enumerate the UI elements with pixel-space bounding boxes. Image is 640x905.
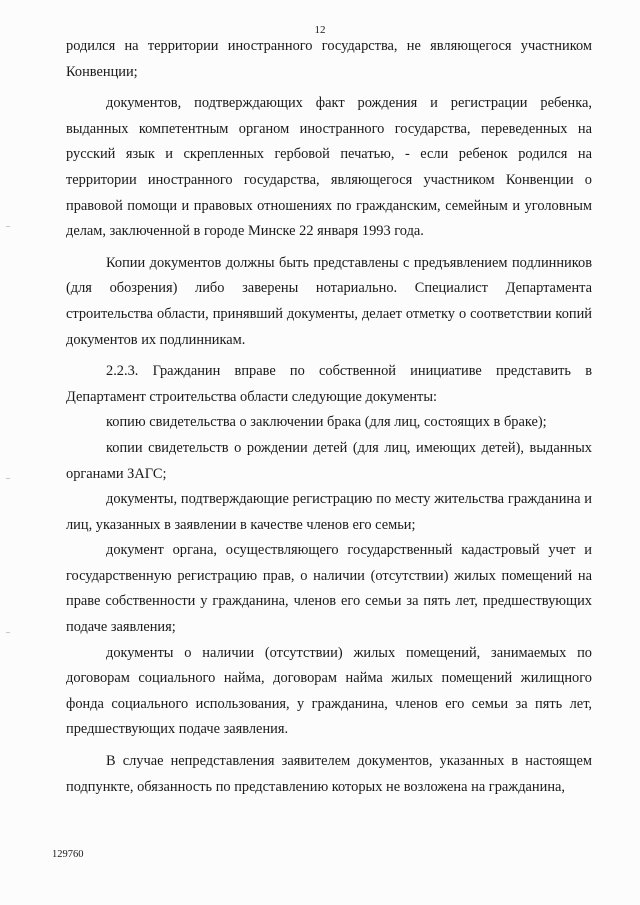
paragraph: документы, подтверждающие регистрацию по месту жительства гражданина и лиц, указанных в заявлении в качестве членов его семьи; (66, 491, 592, 533)
paragraph: документов, подтверждающих факт рождения и регистрации ребенка, выданных компетентным органом иностранного государства, переведенных на русский язык и скрепленных гербовой печатью, - если ребенок родился на территории иностранного государства, являющегося участником Конвенции о правовой помощи и правовых отношениях по гражданским, семейным и уголовным делам, заключенной в городе Минске 22 января 1993 года. (66, 95, 592, 240)
paragraph: копию свидетельства о заключении брака (для лиц, состоящих в браке); (106, 414, 547, 431)
scan-edge-mark (6, 226, 10, 227)
paragraph: Копии документов должны быть представлены с предъявлением подлинников (для обозрения) либо заверены нотариально. Специалист Департамента строительства области, принявший документы, делает отметку о соответствии копий документов их подлинникам. (66, 254, 592, 348)
page-number: 12 (314, 24, 326, 36)
scan-edge-mark (6, 632, 10, 633)
document-body (66, 34, 592, 800)
paragraph: родился на территории иностранного государства, не являющегося участником Конвенции; (66, 38, 592, 80)
paragraph: 2.2.3. Гражданин вправе по собственной инициативе представить в Департамент строительства области следующие документы: (66, 363, 592, 405)
paragraph: копии свидетельств о рождении детей (для лиц, имеющих детей), выданных органами ЗАГС; (66, 439, 592, 482)
document-code: 129760 (52, 849, 84, 860)
paragraph: документ органа, осуществляющего государственный кадастровый учет и государственную регистрацию прав, о наличии (отсутствии) жилых помещений на праве собственности у гражданина, членов его семьи за пять лет, предшествующих подаче заявления; (66, 542, 592, 636)
scan-edge-mark (6, 478, 10, 479)
paragraph: В случае непредставления заявителем документов, указанных в настоящем подпункте, обязанность по представлению которых не возложена на гражданина, (66, 753, 592, 795)
paragraph: документы о наличии (отсутствии) жилых помещений, занимаемых по договорам социального найма, договорам найма жилых помещений жилищного фонда социального использования, у гражданина, членов его семьи за пять лет, предшествующих подаче заявления. (66, 644, 592, 738)
